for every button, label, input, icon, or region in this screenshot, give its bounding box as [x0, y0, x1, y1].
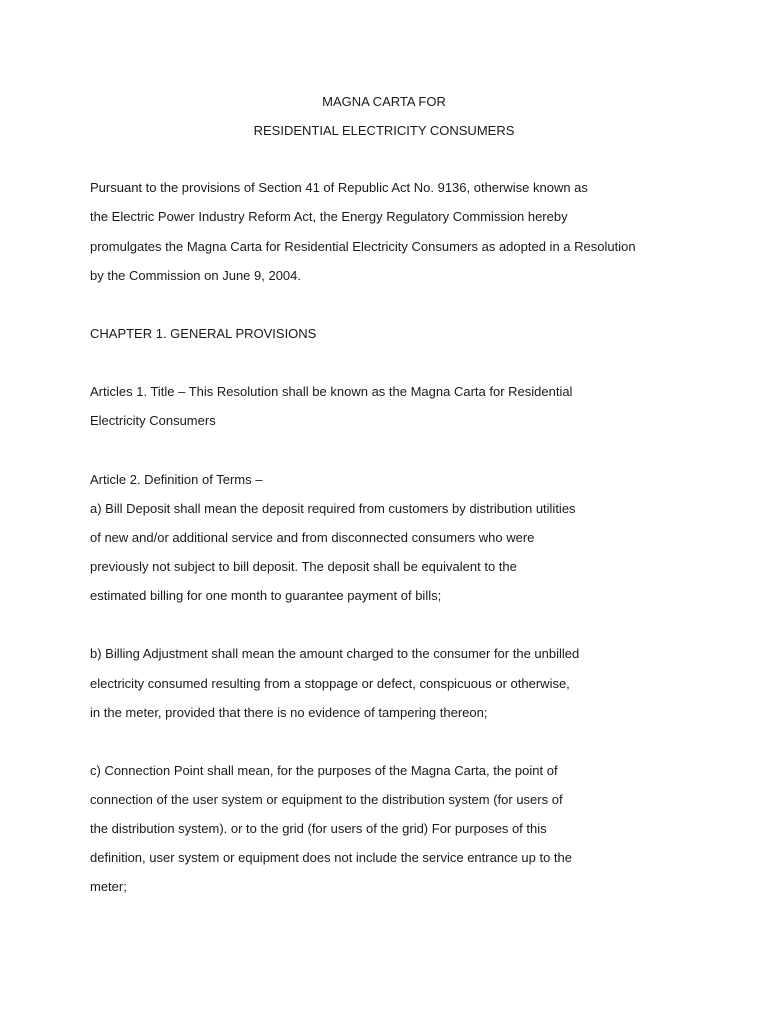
article-1-line: Articles 1. Title – This Resolution shall be known as the Magna Carta for Residential — [90, 384, 573, 399]
chapter-heading: CHAPTER 1. GENERAL PROVISIONS — [90, 326, 317, 341]
intro-line: promulgates the Magna Carta for Residential Electricity Consumers as adopted in a Resolution — [90, 239, 636, 254]
definition-a-line: previously not subject to bill deposit. The deposit shall be equivalent to the — [90, 559, 517, 574]
intro-line: Pursuant to the provisions of Section 41 of Republic Act No. 9136, otherwise known as — [90, 180, 588, 195]
document-title-line-1: MAGNA CARTA FOR — [322, 94, 446, 109]
intro-line: the Electric Power Industry Reform Act, the Energy Regulatory Commission hereby — [90, 209, 568, 224]
definition-c-line: the distribution system). or to the grid (for users of the grid) For purposes of this — [90, 821, 547, 836]
definition-c-line: definition, user system or equipment does not include the service entrance up to the — [90, 850, 573, 865]
definition-c-line: c) Connection Point shall mean, for the purposes of the Magna Carta, the point of — [90, 763, 558, 778]
definition-b-line: electricity consumed resulting from a stoppage or defect, conspicuous or otherwise, — [90, 676, 570, 691]
article-2-heading: Article 2. Definition of Terms – — [90, 472, 263, 487]
article-1-line: Electricity Consumers — [90, 413, 216, 428]
definition-c-line: connection of the user system or equipment to the distribution system (for users of — [90, 792, 563, 807]
definition-a-line: a) Bill Deposit shall mean the deposit required from customers by distribution utilities — [90, 501, 576, 516]
document-title-line-2: RESIDENTIAL ELECTRICITY CONSUMERS — [253, 123, 515, 138]
definition-b-line: in the meter, provided that there is no evidence of tampering thereon; — [90, 705, 488, 720]
definition-c-line: meter; — [90, 879, 127, 894]
definition-a-line: estimated billing for one month to guarantee payment of bills; — [90, 588, 442, 603]
intro-line: by the Commission on June 9, 2004. — [90, 268, 302, 283]
definition-b-line: b) Billing Adjustment shall mean the amount charged to the consumer for the unbilled — [90, 646, 580, 661]
definition-a-line: of new and/or additional service and from disconnected consumers who were — [90, 530, 535, 545]
